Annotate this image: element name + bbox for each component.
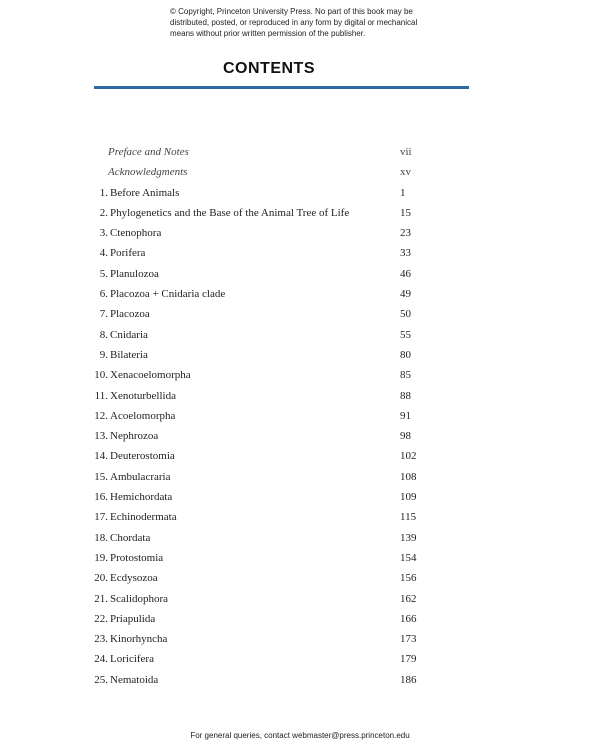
toc-entry-number: 3.: [99, 227, 108, 240]
toc-entry[interactable]: [0, 329, 600, 349]
toc-entry[interactable]: [0, 227, 600, 247]
toc-entry-title: Before Animals: [110, 186, 180, 199]
toc-entry-title: Ambulacraria: [110, 470, 171, 483]
toc-entry-title: Placozoa + Cnidaria clade: [110, 288, 226, 301]
title-rule: [94, 86, 469, 89]
toc-entry-number: 11.: [94, 389, 108, 402]
toc-entry[interactable]: [0, 308, 600, 328]
toc-entry-page: 115: [400, 511, 417, 524]
toc-entry-number: 16.: [94, 491, 108, 504]
toc-entry-title: Xenoturbellida: [110, 389, 176, 402]
toc-entry-number: 1.: [99, 186, 108, 199]
page-title: CONTENTS: [223, 60, 315, 77]
copyright-line: distributed, posted, or reproduced in any form by digital or mechanical: [170, 18, 418, 27]
table-of-contents: [0, 146, 600, 694]
toc-entry[interactable]: [0, 491, 600, 511]
footer-contact: For general queries, contact webmaster@press.princeton.edu: [190, 731, 410, 740]
toc-entry-page: 154: [400, 551, 417, 564]
toc-entry-page: 162: [400, 592, 417, 605]
toc-entry-number: 20.: [94, 572, 108, 585]
toc-entry-title: Acoelomorpha: [110, 409, 176, 422]
toc-entry-number: 12.: [94, 409, 108, 422]
toc-entry-title: Hemichordata: [110, 491, 173, 504]
toc-entry[interactable]: [0, 247, 600, 267]
toc-entry-page: 102: [400, 450, 417, 463]
toc-entry-title: Ecdysozoa: [110, 572, 158, 585]
toc-entry[interactable]: [0, 430, 600, 450]
toc-entry-page: 88: [400, 389, 411, 402]
toc-entry-page: 179: [400, 653, 417, 666]
toc-entry-title: Bilateria: [110, 348, 148, 361]
toc-entry-number: 22.: [94, 612, 108, 625]
toc-entry[interactable]: [0, 187, 600, 207]
copyright-notice: [170, 6, 460, 39]
toc-entry[interactable]: [0, 390, 600, 410]
toc-entry[interactable]: [0, 674, 600, 694]
toc-entry-number: 4.: [99, 247, 108, 260]
toc-entry-number: 2.: [99, 206, 108, 219]
toc-entry-title: Placozoa: [110, 308, 150, 321]
toc-entry-number: 9.: [99, 348, 108, 361]
toc-entry[interactable]: [0, 511, 600, 531]
toc-entry-title: Chordata: [110, 531, 151, 544]
toc-entry-title: Protostomia: [110, 551, 164, 564]
toc-entry-page: 50: [400, 308, 411, 321]
toc-entry[interactable]: [0, 166, 600, 186]
toc-entry-page: 108: [400, 470, 417, 483]
toc-entry-number: 17.: [94, 511, 108, 524]
toc-entry-title: Nematoida: [110, 673, 159, 686]
toc-entry-title: Cnidaria: [110, 328, 148, 341]
toc-entry-page: 85: [400, 369, 411, 382]
toc-entry-page: 55: [400, 328, 411, 341]
toc-entry-title: Porifera: [110, 247, 146, 260]
toc-entry-title: Acknowledgments: [108, 166, 188, 179]
toc-entry-number: 14.: [94, 450, 108, 463]
toc-entry-title: Scalidophora: [110, 592, 169, 605]
toc-entry-page: 15: [400, 206, 411, 219]
toc-entry[interactable]: [0, 268, 600, 288]
toc-entry-number: 23.: [94, 633, 108, 646]
toc-entry-title: Ctenophora: [110, 227, 162, 240]
toc-entry-number: 6.: [99, 288, 108, 301]
toc-entry-title: Deuterostomia: [110, 450, 175, 463]
toc-entry-page: 33: [400, 247, 411, 260]
toc-entry-page: 166: [400, 612, 417, 625]
toc-entry-page: 1: [400, 186, 406, 199]
toc-entry-page: vii: [400, 146, 412, 158]
toc-entry[interactable]: [0, 450, 600, 470]
toc-entry-number: 10.: [94, 369, 108, 382]
toc-entry[interactable]: [0, 552, 600, 572]
toc-entry-title: Preface and Notes: [108, 146, 189, 158]
toc-entry-number: 18.: [94, 531, 108, 544]
toc-entry-page: 98: [400, 430, 411, 443]
toc-entry-page: 49: [400, 288, 411, 301]
toc-entry-title: Kinorhyncha: [110, 633, 168, 646]
toc-entry-page: 46: [400, 267, 411, 280]
toc-entry[interactable]: [0, 349, 600, 369]
toc-entry-page: 186: [400, 673, 417, 686]
toc-entry[interactable]: [0, 593, 600, 613]
toc-entry[interactable]: [0, 207, 600, 227]
toc-entry-page: 91: [400, 409, 411, 422]
toc-entry-title: Loricifera: [110, 653, 154, 666]
toc-entry-number: 13.: [94, 430, 108, 443]
toc-entry-number: 25.: [94, 673, 108, 686]
toc-entry-page: 80: [400, 348, 411, 361]
toc-entry[interactable]: [0, 572, 600, 592]
toc-entry-title: Planulozoa: [110, 267, 159, 280]
toc-entry-page: 109: [400, 491, 417, 504]
toc-entry-number: 8.: [99, 328, 108, 341]
toc-entry-title: Echinodermata: [110, 511, 177, 524]
toc-entry-page: 139: [400, 531, 417, 544]
toc-entry-title: Xenacoelomorpha: [110, 369, 191, 382]
toc-entry-number: 7.: [99, 308, 108, 321]
toc-entry-page: 23: [400, 227, 411, 240]
copyright-line: © Copyright, Princeton University Press. No part of this book may be: [170, 7, 413, 16]
toc-entry[interactable]: [0, 532, 600, 552]
toc-entry-number: 5.: [99, 267, 108, 280]
toc-entry-number: 19.: [94, 551, 108, 564]
toc-entry[interactable]: [0, 410, 600, 430]
toc-entry[interactable]: [0, 146, 600, 166]
toc-entry-title: Phylogenetics and the Base of the Animal Tree of Life: [110, 206, 350, 219]
toc-entry-number: 21.: [94, 592, 108, 605]
toc-entry-page: 156: [400, 572, 417, 585]
toc-entry[interactable]: [0, 471, 600, 491]
toc-entry[interactable]: [0, 613, 600, 633]
toc-entry-number: 24.: [94, 653, 108, 666]
toc-entry-page: 173: [400, 633, 417, 646]
toc-entry-page: xv: [400, 166, 411, 179]
toc-entry-title: Priapulida: [110, 612, 156, 625]
toc-entry[interactable]: [0, 288, 600, 308]
toc-entry[interactable]: [0, 653, 600, 673]
toc-entry[interactable]: [0, 369, 600, 389]
toc-entry-title: Nephrozoa: [110, 430, 159, 443]
toc-entry[interactable]: [0, 633, 600, 653]
copyright-line: means without prior written permission of the publisher.: [170, 29, 366, 38]
toc-entry-number: 15.: [94, 470, 108, 483]
